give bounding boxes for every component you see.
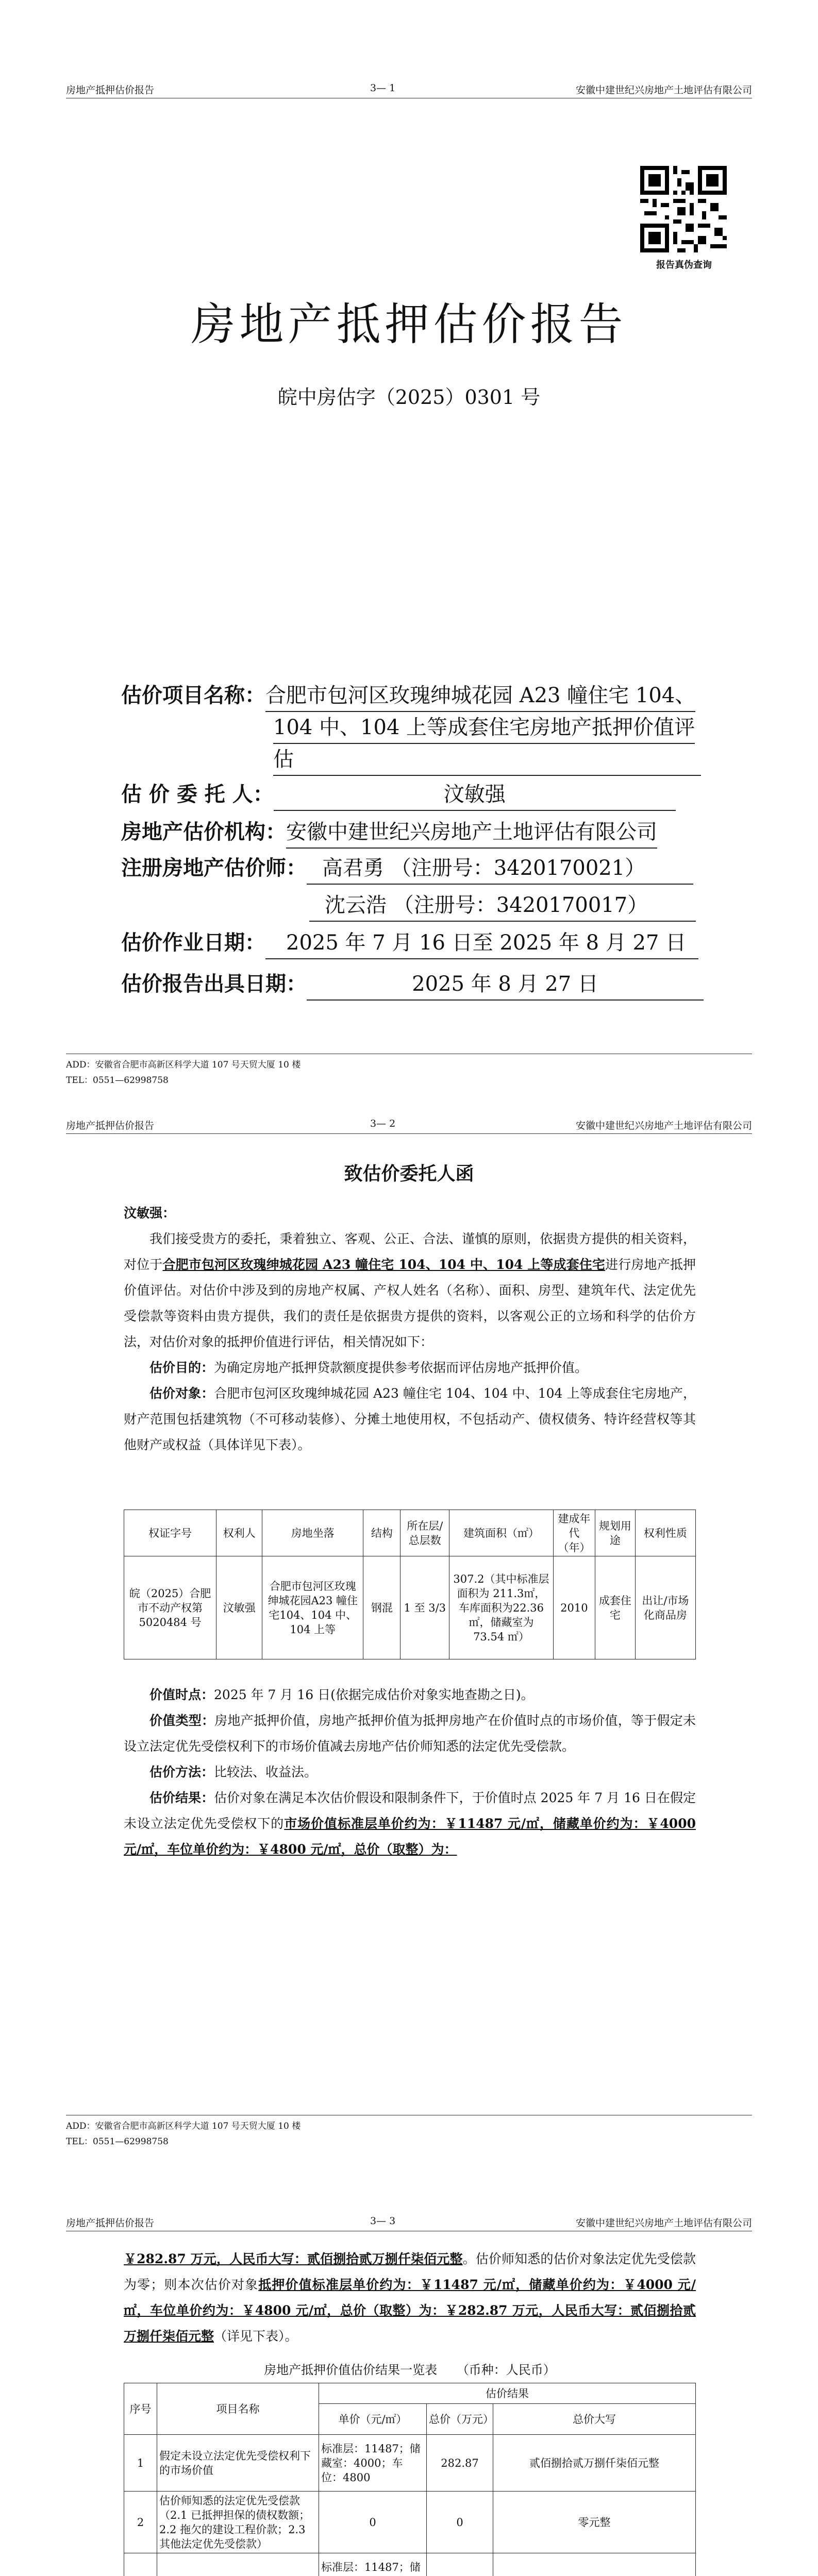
table-cell: 零元整 [493,2492,696,2553]
client-row [121,779,714,811]
appraiser-1: 高君勇 （注册号：3420170021） [307,853,693,885]
header-report-title: 房地产抵押估价报告 [66,1120,155,1131]
table-cell: 假定未设立法定优先受偿权利下的市场价值 [157,2435,319,2492]
intro-text-a: 我们接受贵方的委托，秉着独立、客观、公正、合法、谨慎的原则，依据贵方提供的相关资料，对位于 [124,1231,696,1272]
table-cell: 合肥市包河区玫瑰绅城花园A23 幢住宅104、104 中、104 上等 [262,1556,363,1659]
header-page-number: 3— 3 [370,2215,396,2227]
table-cell: 皖（2025）合肥市不动产权第5020484 号 [124,1556,216,1659]
page-footer [66,2115,752,2149]
table-header: 总价大写 [493,2404,696,2435]
page-header [66,82,752,98]
result-label: 估价结果： [149,1790,214,1805]
method-label: 估价方法： [149,1765,214,1780]
method-text: 比较法、收益法。 [214,1765,318,1780]
result-text-b: 市场价值标准层单价约为：￥11487 元/㎡，储藏单价约为：￥4000 元/㎡，车位单价约为：￥4800 元/㎡，总价（取整）为： [124,1816,696,1857]
footer-address: ADD：安徽省合肥市高新区科学大道 107 号天贸大厦 10 楼 [66,1060,301,1070]
purpose-text: 为确定房地产抵押贷款额度提供参考依据而评估房地产抵押价值。 [214,1360,588,1375]
table-cell [124,2553,157,2576]
table-header: 权证字号 [124,1510,216,1556]
header-page-number: 3— 2 [370,1118,396,1129]
table-row [124,2435,696,2492]
table-header: 序号 [124,2383,157,2435]
header-company: 安徽中建世纪兴房地产土地评估有限公司 [575,1120,752,1131]
date-text: 2025 年 7 月 16 日(依据完成估价对象实地查勘之日)。 [214,1687,534,1702]
result-table-title: 房地产抵押价值估价结果一览表 [264,2363,438,2377]
intro-text-c: 进行房地产抵押价值评估。对估价中涉及到的房地产权属、产权人姓名（名称）、面积、房型、建筑年代、法定优先受偿款等资料由贵方提供，我们的责任是依据贵方提供的资料，以客观公正的立场和科学的估价方法，对估价对象的抵押价值进行评估，相关情况如下： [124,1257,696,1349]
table-row [124,1556,696,1659]
project-value-line1: 合肥市包河区玫瑰绅城花园 A23 幢住宅 104、 [265,680,695,712]
client-value: 汶敏强 [274,779,676,811]
page-results [0,2205,818,2576]
footer-tel: TEL：0551—62998758 [66,1075,169,1086]
table-cell: 2 [124,2492,157,2553]
salutation: 汶敏强： [124,1206,176,1221]
table-cell: 出让/市场化商品房 [635,1556,695,1659]
period-row [121,927,714,959]
table-cell: 1 至 3/3 [400,1556,449,1659]
issue-row [121,969,714,1001]
letter-title: 致估价委托人函 [344,1163,474,1184]
footer-address: ADD：安徽省合肥市高新区科学大道 107 号天贸大厦 10 楼 [66,2121,301,2131]
client-label: 估 价 委 托 人： [121,782,274,806]
project-value-line2: 104 中、104 上等成套住宅房地产抵押价值评 [273,712,695,744]
table-header: 结构 [363,1510,400,1556]
property-table [124,1510,696,1659]
table-row [124,2492,696,2553]
result-text-a: 估价对象在满足本次估价假设和限制条件下，于价值时点 2025 年 7 月 16 日在假定未设立法定优先受偿权下的 [124,1790,696,1831]
table-header: 建筑面积（㎡） [449,1510,554,1556]
value-summary-c: 抵押价值标准层单价约为：￥11487 元/㎡，储藏单价约为：￥4000 元/㎡，车位单价约为：￥4800 元/㎡，总价（取整）为：￥282.87 万元，人民币大写：贰佰捌拾贰万捌仟柒佰元整 [124,2277,696,2344]
project-label: 估价项目名称： [121,683,265,707]
page-header [66,1118,752,1134]
table-row [124,2553,696,2576]
qr-caption: 报告真伪查询 [656,260,712,270]
currency-note: （币种：人民币） [456,2363,556,2377]
table-header-row [124,2383,696,2404]
table-cell: 成套住宅 [595,1556,635,1659]
page-header [66,2215,752,2231]
appraiser-block [121,853,714,922]
project-value-line3: 估 [273,744,701,776]
project-name-block [121,680,714,776]
table-header: 总价（万元） [427,2404,493,2435]
letter-body-cont [124,1682,696,1862]
table-header: 建成年代（年） [553,1510,595,1556]
page-letter [0,1103,818,2205]
table-cell: 估价师知悉的法定优先受偿款（2.1 已抵押担保的债权数额；2.2 拖欠的建设工程价款；2.3 其他法定优先受偿款） [157,2492,319,2553]
agency-value: 安徽中建世纪兴房地产土地评估有限公司 [286,817,657,849]
table-cell: 0 [319,2492,427,2553]
value-summary-b: 。估价师知悉的估价对象法定优先受偿款为零；则本次估价对象 [124,2251,696,2292]
table-header: 估价结果 [319,2383,696,2404]
table-header: 房地坐落 [262,1510,363,1556]
date-label: 价值时点： [149,1687,214,1702]
letter-body [124,1200,696,1458]
issue-value: 2025 年 8 月 27 日 [307,969,704,1001]
table-header: 规划用途 [595,1510,635,1556]
table-header: 所在层/总层数 [400,1510,449,1556]
header-page-number: 3— 1 [370,82,396,94]
table-cell [157,2553,319,2576]
appraiser-label: 注册房地产估价师： [121,856,307,880]
purpose-label: 估价目的： [149,1360,214,1375]
type-label: 价值类型： [149,1713,215,1728]
header-company: 安徽中建世纪兴房地产土地评估有限公司 [575,84,752,96]
table-cell [427,2553,493,2576]
table-header: 项目名称 [157,2383,319,2435]
table-cell [493,2553,696,2576]
table-cell: 钢混 [363,1556,400,1659]
table-cell: 标准层：11487；储 [319,2553,427,2576]
value-summary-d: （详见下表）。 [214,2329,298,2344]
table-header: 权利人 [216,1510,262,1556]
table-cell: 307.2（其中标准层面积为 211.3㎡，车库面积为22.36 ㎡，储藏室为 73.54 ㎡） [449,1556,554,1659]
object-text: 合肥市包河区玫瑰绅城花园 A23 幢住宅 104、104 中、104 上等成套住宅房地产，财产范围包括建筑物（不可移动装修）、分摊土地使用权，不包括动产、债权债务、特许经营权等其他财产或权益（具体详见下表）。 [124,1386,696,1452]
header-company: 安徽中建世纪兴房地产土地评估有限公司 [575,2217,752,2229]
document-number: 皖中房估字（2025）0301 号 [277,386,541,409]
footer-tel: TEL：0551—62998758 [66,2137,169,2147]
page-footer [66,1054,752,1088]
issue-label: 估价报告出具日期： [121,972,307,996]
result-table [124,2383,696,2576]
report-title: 房地产抵押估价报告 [191,299,627,350]
period-label: 估价作业日期： [121,930,265,955]
page-cover [0,0,818,1103]
appraiser-2: 沈云浩 （注册号：3420170017） [309,890,696,922]
type-text: 房地产抵押价值，房地产抵押价值为抵押房地产在价值时点的市场价值，等于假定未设立法定优先受偿权利下的市场价值减去房地产估价师知悉的法定优先受偿款。 [124,1713,696,1754]
table-cell: 标准层：11487；储藏室：4000；车位：4800 [319,2435,427,2492]
table-cell: 2010 [553,1556,595,1659]
intro-paragraph [124,1226,696,1355]
agency-label: 房地产估价机构： [121,820,286,844]
table-cell: 贰佰捌拾贰万捌仟柒佰元整 [493,2435,696,2492]
table-cell: 汶敏强 [216,1556,262,1659]
table-header: 单价（元/㎡） [319,2404,427,2435]
agency-row [121,817,714,849]
period-value: 2025 年 7 月 16 日至 2025 年 8 月 27 日 [265,927,698,959]
table-cell: 1 [124,2435,157,2492]
qr-code-icon[interactable] [640,166,727,252]
header-report-title: 房地产抵押估价报告 [66,84,155,96]
value-summary-a: ￥282.87 万元，人民币大写：贰佰捌拾贰万捌仟柒佰元整 [124,2251,463,2266]
intro-property: 合肥市包河区玫瑰绅城花园 A23 幢住宅 104、104 中、104 上等成套住宅 [162,1257,606,1272]
table-header: 权利性质 [635,1510,695,1556]
header-report-title: 房地产抵押估价报告 [66,2217,155,2229]
table-cell: 0 [427,2492,493,2553]
table-header-row [124,1510,696,1556]
object-label: 估价对象： [149,1386,214,1401]
result-continued [124,2246,696,2349]
result-table-caption [124,2360,696,2380]
table-cell: 282.87 [427,2435,493,2492]
